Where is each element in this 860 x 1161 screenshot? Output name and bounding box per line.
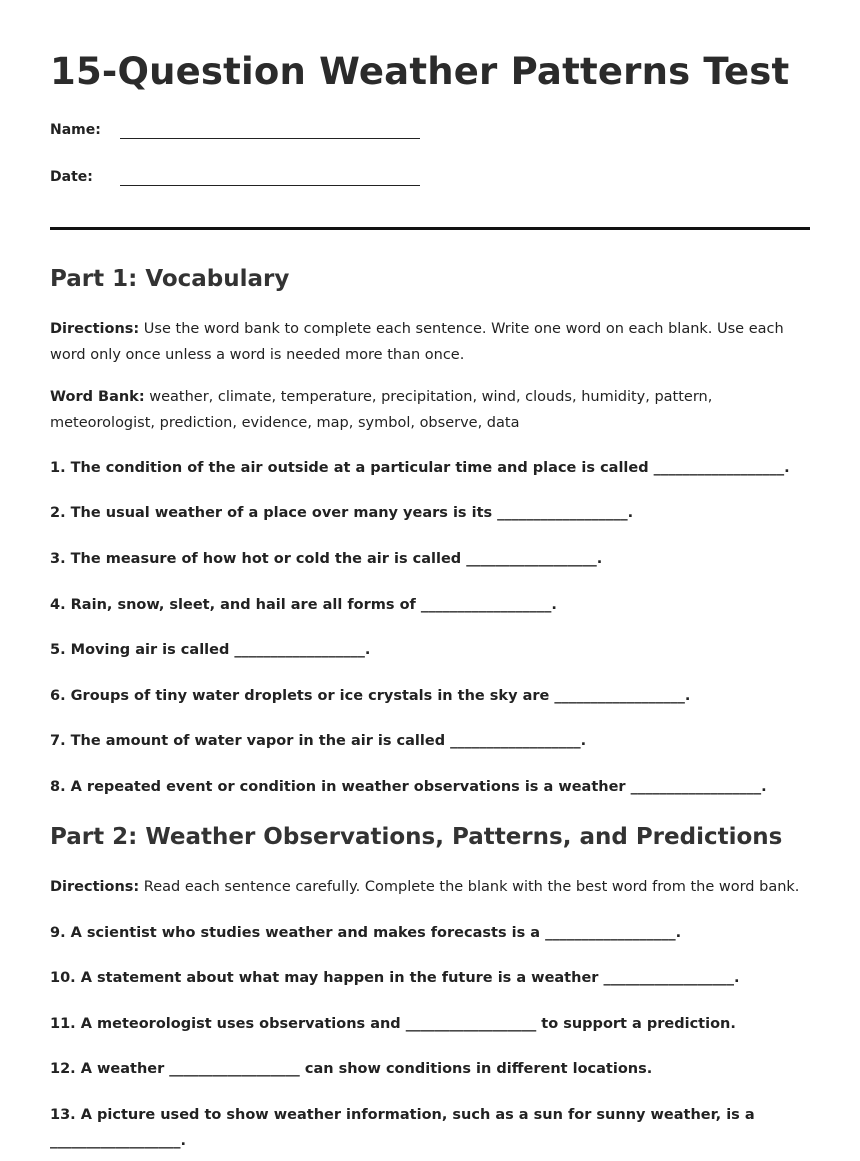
part2-directions (50, 874, 810, 900)
header-divider (50, 227, 810, 230)
question-13-blank: __________________. (50, 1133, 187, 1149)
question-4: 4. Rain, snow, sleet, and hail are all forms of __________________. (50, 597, 557, 613)
word-bank (50, 384, 810, 436)
question-11: 11. A meteorologist uses observations and __________________ to support a prediction. (50, 1016, 736, 1032)
part2-directions-label: Directions: (50, 879, 140, 895)
question-13: 13. A picture used to show weather information, such as a sun for sunny weather, is a (50, 1107, 755, 1123)
question-7: 7. The amount of water vapor in the air is called __________________. (50, 733, 587, 749)
question-9: 9. A scientist who studies weather and makes forecasts is a __________________. (50, 925, 682, 941)
question-2: 2. The usual weather of a place over many years is its __________________. (50, 505, 634, 521)
part2-heading: Part 2: Weather Observations, Patterns, and Predictions (50, 824, 783, 850)
part1-directions-text: Use the word bank to complete each sentence. Write one word on each blank. Use each word only once unless a word is needed more than once. (50, 321, 784, 363)
date-label: Date: (50, 169, 93, 185)
name-blank-line (120, 138, 420, 139)
question-5: 5. Moving air is called __________________. (50, 642, 371, 658)
question-12: 12. A weather __________________ can show conditions in different locations. (50, 1061, 653, 1077)
part1-directions-label: Directions: (50, 321, 140, 337)
name-label: Name: (50, 122, 101, 138)
word-bank-text: weather, climate, temperature, precipitation, wind, clouds, humidity, pattern, meteorologist, prediction, evidence, map, symbol, observe, data (50, 389, 713, 431)
part1-heading: Part 1: Vocabulary (50, 266, 290, 292)
page-title: 15-Question Weather Patterns Test (50, 50, 790, 93)
part1-directions (50, 316, 810, 368)
question-1: 1. The condition of the air outside at a particular time and place is called __________________. (50, 460, 790, 476)
question-3: 3. The measure of how hot or cold the air is called __________________. (50, 551, 603, 567)
part2-directions-text: Read each sentence carefully. Complete the blank with the best word from the word bank. (139, 879, 800, 895)
question-8: 8. A repeated event or condition in weather observations is a weather __________________. (50, 779, 767, 795)
question-10: 10. A statement about what may happen in the future is a weather __________________. (50, 970, 740, 986)
word-bank-label: Word Bank: (50, 389, 145, 405)
question-6: 6. Groups of tiny water droplets or ice crystals in the sky are __________________. (50, 688, 691, 704)
date-blank-line (120, 185, 420, 186)
